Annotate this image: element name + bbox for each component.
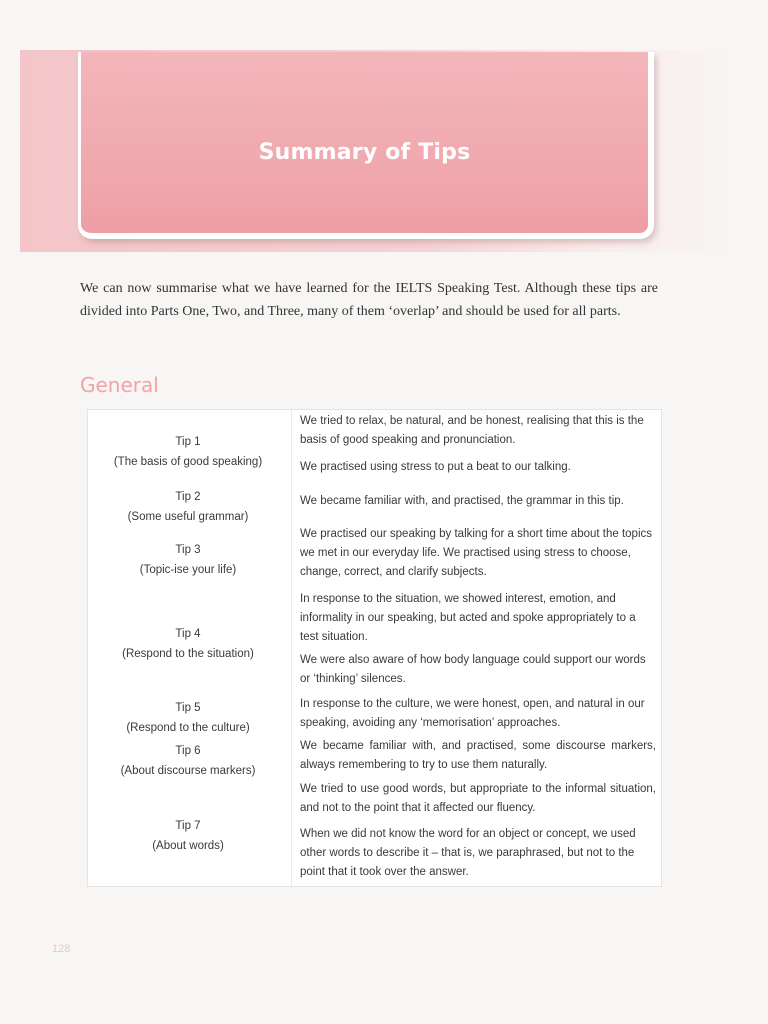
tip-description: In response to the situation, we showed interest, emotion, and informality in our speaking, but acted and spoke appropriately to a test situation. [300, 593, 636, 643]
tip-description: When we did not know the word for an object or concept, we used other words to describe it – that is, we paraphrased, but not to the point that it took over the answer. [300, 828, 636, 878]
tip-description: We tried to use good words, but appropriate to the informal situation, and not to the point that it affected our fluency. [300, 783, 656, 814]
intro-paragraph: We can now summarise what we have learned for the IELTS Speaking Test. Although these tips are divided into Parts One, Two, and Three, many of them ‘overlap’ and should be used for all parts. [80, 281, 658, 319]
tip-name: Tip 7 [175, 820, 201, 832]
tip-description: We became familiar with, and practised, some discourse markers, always remembering to try to use them naturally. [300, 740, 656, 771]
tip-subtitle: (Some useful grammar) [127, 511, 249, 523]
tip-name: Tip 5 [175, 702, 201, 714]
page-title: Summary of Tips [258, 140, 471, 165]
tip-description: We were also aware of how body language could support our words or ‘thinking’ silences. [300, 654, 646, 685]
tip-label [88, 741, 288, 781]
tip-name: Tip 1 [175, 436, 201, 448]
tip-description: We became familiar with, and practised, the grammar in this tip. [300, 495, 624, 507]
tip-subtitle: (Respond to the situation) [122, 648, 254, 660]
tip-subtitle: (About words) [152, 840, 224, 852]
tip-label [88, 624, 288, 664]
tip-description: We practised using stress to put a beat to our talking. [300, 461, 571, 473]
tip-name: Tip 4 [175, 628, 201, 640]
tips-table [87, 409, 662, 887]
tip-label [88, 698, 288, 738]
column-divider [291, 410, 292, 886]
page-number: 128 [52, 943, 71, 955]
tip-subtitle: (Respond to the culture) [126, 722, 250, 734]
tip-name: Tip 3 [175, 544, 201, 556]
tip-label [88, 432, 288, 472]
tip-subtitle: (The basis of good speaking) [113, 456, 263, 468]
tip-name: Tip 6 [175, 745, 201, 757]
tip-label [88, 540, 288, 580]
tip-label [88, 487, 288, 527]
tip-description: In response to the culture, we were honest, open, and natural in our speaking, avoiding any ‘memorisation’ approaches. [300, 698, 645, 729]
tip-description: We practised our speaking by talking for a short time about the topics we met in our everyday life. We practised using stress to choose, change, correct, and clarify subjects. [300, 528, 653, 578]
tip-name: Tip 2 [175, 491, 201, 503]
tip-label [88, 816, 288, 856]
section-heading: General [80, 373, 159, 397]
tip-description: We tried to relax, be natural, and be honest, realising that this is the basis of good speaking and pronunciation. [300, 415, 644, 446]
tip-subtitle: (Topic-ise your life) [139, 564, 237, 576]
tip-subtitle: (About discourse markers) [120, 765, 256, 777]
header-card [78, 52, 654, 239]
